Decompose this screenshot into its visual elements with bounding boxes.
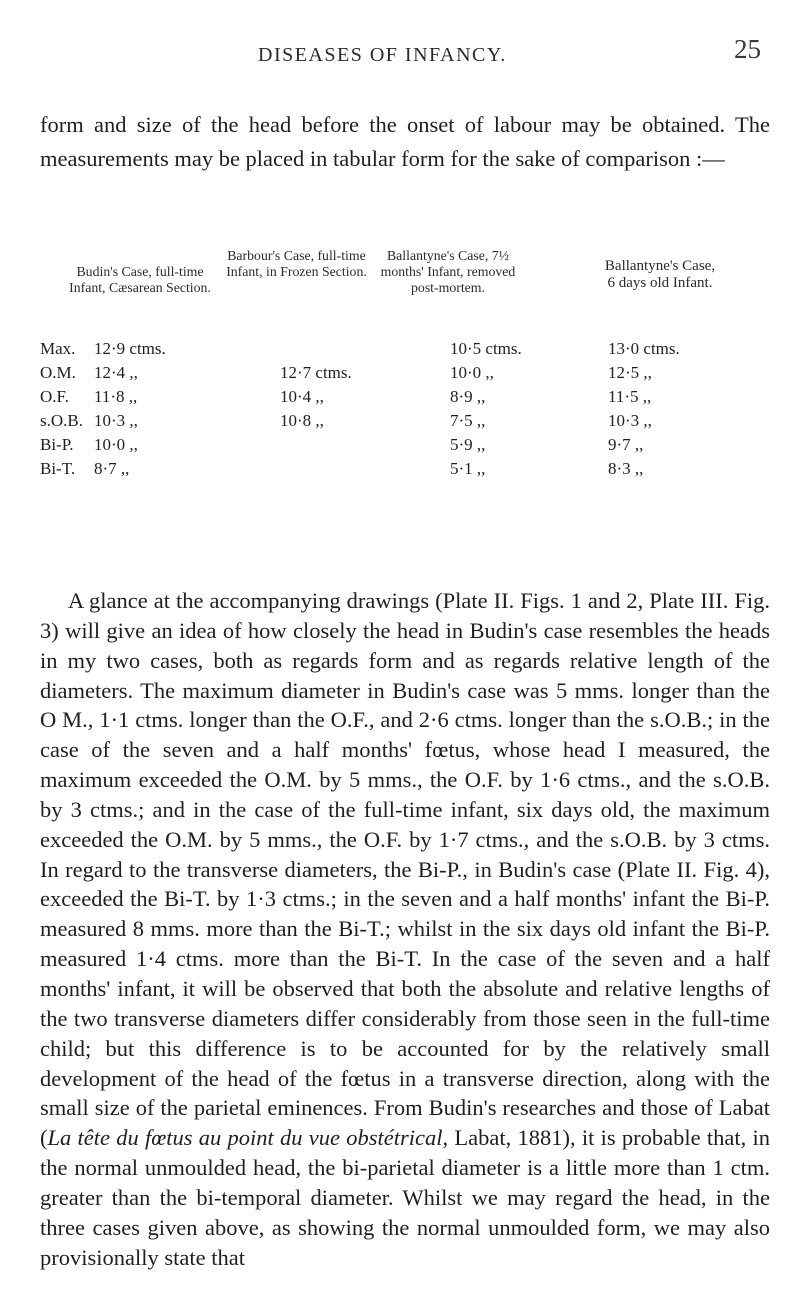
cell-ballantyne-6-days: 11·5 ,, [608, 387, 652, 406]
cell-ballantyne-7-5-months: 7·5 ,, [450, 411, 486, 430]
paragraph-text: A glance at the accompanying drawings (Plate II. Figs. 1 and 2, Plate III. Fig. 3) will give an idea of how closely the head in Budin's case resembles the heads in my two cases, both as regards form and as regards relative length of the diameters. The maximum diameter in Budin's case was 5 mms. longer than the O M., 1·1 ctms. longer than the O.F., and 2·6 ctms. longer than the s.O.B.; in the case of the seven and a half months' fœtus, whose head I measured, the maximum exceeded the O.M. by 5 mms., the O.F. by 1·6 ctms., and the s.O.B. by 3 ctms.; and in the case of the full-time infant, six days old, the maximum exceeded the O.M. by 5 mms., the O.F. by 1·7 ctms., and the s.O.B. by 3 ctms. In regard to the transverse diameters, the Bi-P., in Budin's case (Plate II. Fig. 4), exceeded the Bi-T. by 1·3 ctms.; in the seven and a half months' infant the Bi-P. measured 8 mms. more than the Bi-T.; whilst in the six days old infant the Bi-P. measured 1·4 ctms. more than the Bi-T. In the case of the seven and a half months' infant, it will be observed that both the absolute and relative lengths of the two transverse diameters differ considerably from those seen in the full-time child; but this difference is to be accounted for by the relatively small development of the head of the fœtus in a transverse direction, along with the small size of the parietal eminences. From Budin's researches and those of Labat ( [40, 588, 770, 1151]
cell-ballantyne-7-5-months: 10·0 ,, [450, 363, 494, 382]
page-header [0, 34, 800, 74]
row-label: Bi-P. [40, 435, 74, 454]
running-head: DISEASES OF INFANCY. [258, 44, 507, 66]
cell-budin: 12·9 ctms. [94, 339, 166, 358]
row-label: Bi-T. [40, 459, 76, 478]
cell-ballantyne-6-days: 9·7 ,, [608, 435, 644, 454]
intro-paragraph: form and size of the head before the onset of labour may be obtained. The measurements may be placed in tabular form for the sake of comparison :— [40, 112, 770, 171]
cell-budin: 10·3 ,, [94, 411, 138, 430]
table-row [0, 387, 800, 411]
cell-barbour: 12·7 ctms. [280, 363, 352, 382]
cell-budin: 8·7 ,, [94, 459, 130, 478]
cell-ballantyne-7-5-months: 10·5 ctms. [450, 339, 522, 358]
cell-ballantyne-7-5-months: 5·9 ,, [450, 435, 486, 454]
cell-ballantyne-7-5-months: 8·9 ,, [450, 387, 486, 406]
cell-barbour: 10·8 ,, [280, 411, 324, 430]
column-header-ballantyne-7-5-months: Ballantyne's Case, 7½ months' Infant, removed post-mortem. [380, 248, 516, 295]
cell-budin: 11·8 ,, [94, 387, 138, 406]
column-header-barbour: Barbour's Case, full-time Infant, in Frozen Section. [226, 248, 367, 279]
paragraph-text-continued: , Labat, 1881), it is probable that, in the normal unmoulded head, the bi-parietal diameter is a little more than 1 ctm. greater than the bi-temporal diameter. Whilst we may regard the head, in the three cases given above, as showing the normal unmoulded form, we may also provisionally state that [40, 1125, 770, 1270]
cell-barbour: 10·4 ,, [280, 387, 324, 406]
cell-ballantyne-6-days: 12·5 ,, [608, 363, 652, 382]
table-row [0, 339, 800, 363]
row-label: s.O.B. [40, 411, 83, 430]
body-paragraph [40, 586, 770, 1272]
column-header-budin: Budin's Case, full-time Infant, Cæsarean Section. [69, 264, 211, 295]
table-row [0, 459, 800, 483]
cell-ballantyne-6-days: 10·3 ,, [608, 411, 652, 430]
table-row [0, 363, 800, 387]
cell-ballantyne-6-days: 8·3 ,, [608, 459, 644, 478]
column-header-ballantyne-6-days: Ballantyne's Case, 6 days old Infant. [604, 258, 716, 291]
row-label: O.M. [40, 363, 76, 382]
body-text [40, 586, 770, 1272]
cell-ballantyne-7-5-months: 5·1 ,, [450, 459, 486, 478]
cell-budin: 10·0 ,, [94, 435, 138, 454]
cell-budin: 12·4 ,, [94, 363, 138, 382]
row-label: Max. [40, 339, 76, 358]
table-row [0, 435, 800, 459]
cell-ballantyne-6-days: 13·0 ctms. [608, 339, 680, 358]
row-label: O.F. [40, 387, 69, 406]
page-number: 25 [734, 34, 761, 64]
citation-title: La tête du fœtus au point du vue obstétrical [47, 1125, 443, 1151]
table-row [0, 411, 800, 435]
